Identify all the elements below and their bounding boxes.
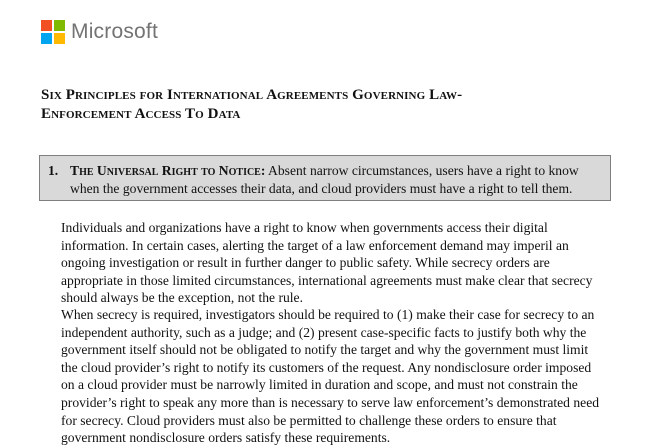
body-paragraph: When secrecy is required, investigators should be required to (1) make their case for secrecy to an independent authority, such as a judge; and (2) present case-specific facts to justify both why the government itself should not be obligated to notify the target and why the government must limit the cloud provider’s right to notify its customers of the request. Any nondisclosure order imposed on a cloud provider must be narrowly limited in duration and scope, and must not constrain the provider’s right to speak any more than is necessary to serve law enforcement’s demonstrated need for secrecy. Cloud providers must also be permitted to challenge these orders to ensure that government nondisclosure orders satisfy these requirements. (61, 307, 600, 446)
document-title (41, 86, 601, 124)
principle-callout (39, 155, 611, 201)
principle-number: 1. (48, 163, 59, 178)
body-paragraph: Individuals and organizations have a right to know when governments access their digital information. In certain cases, alerting the target of a law enforcement demand may imperil an ongoing investigation or result in further danger to public safety. While secrecy orders are appropriate in those limited circumstances, international agreements must make clear that secrecy should always be the exception, not the rule. (61, 220, 593, 306)
microsoft-logo-icon (41, 20, 65, 44)
microsoft-logo (41, 20, 158, 44)
logo-text: Microsoft (71, 20, 158, 43)
principle-heading: The Universal Right to Notice: (70, 163, 266, 178)
document-title-line-2: Enforcement Access To Data (41, 106, 241, 122)
document-title-line-1: Six Principles for International Agreements Governing Law- (41, 87, 463, 103)
principle-text: Absent narrow circumstances, users have a right to know when the government accesses their data, and cloud providers must have a right to tell them. (70, 163, 579, 196)
principle-statement (70, 162, 600, 198)
